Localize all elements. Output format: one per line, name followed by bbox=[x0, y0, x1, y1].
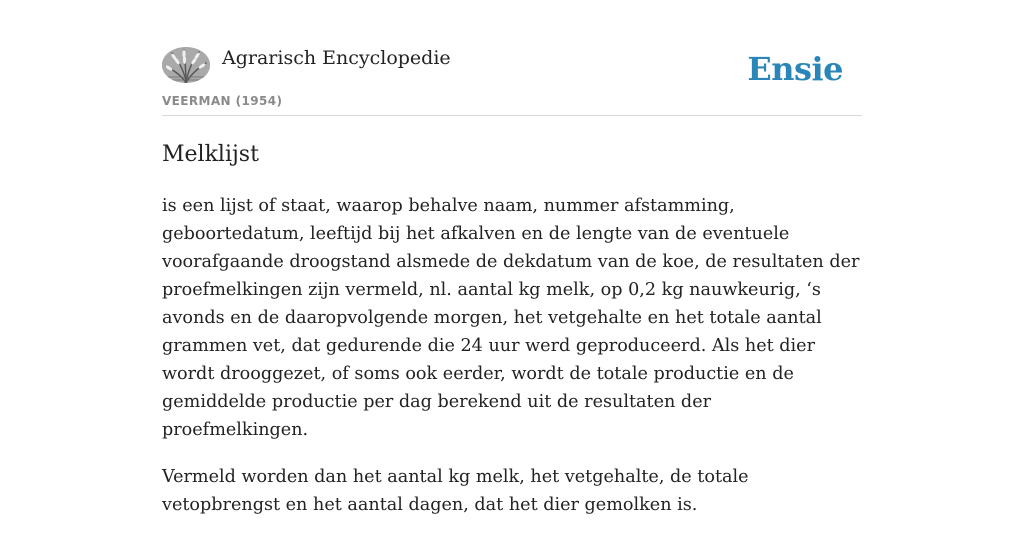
wheat-logo-icon[interactable] bbox=[162, 47, 210, 83]
article-page bbox=[162, 0, 862, 515]
article-body bbox=[162, 192, 862, 538]
body-paragraph: is een lijst of staat, waarop behalve naam, nummer afstamming, geboortedatum, leeftijd bij het afkalven en de lengte van de eventuele voorafgaande droogstand alsmede de dekdatum van de koe, de resultaten der proefmelkingen zijn vermeld, nl. aantal kg melk, op 0,2 kg nauwkeurig, ‘s avonds en de daaropvolgende morgen, het vetgehalte en het totale aantal grammen vet, dat gedurende die 24 uur werd geproduceerd. Als het dier wordt drooggezet, of soms ook eerder, wordt de totale productie en de gemiddelde productie per dag berekend uit de resultaten der proefmelkingen. bbox=[162, 196, 860, 440]
publication-name[interactable]: Agrarisch Encyclopedie bbox=[222, 47, 451, 69]
body-paragraph: Vermeld worden dan het aantal kg melk, het vetgehalte, de totale vetopbrengst en het aantal dagen, dat het dier gemolken is. bbox=[162, 467, 749, 515]
header bbox=[162, 0, 862, 116]
source-label: VEERMAN (1954) bbox=[162, 94, 283, 108]
brand-logo[interactable]: Ensie bbox=[747, 50, 843, 88]
article-title: Melklijst bbox=[162, 142, 259, 167]
